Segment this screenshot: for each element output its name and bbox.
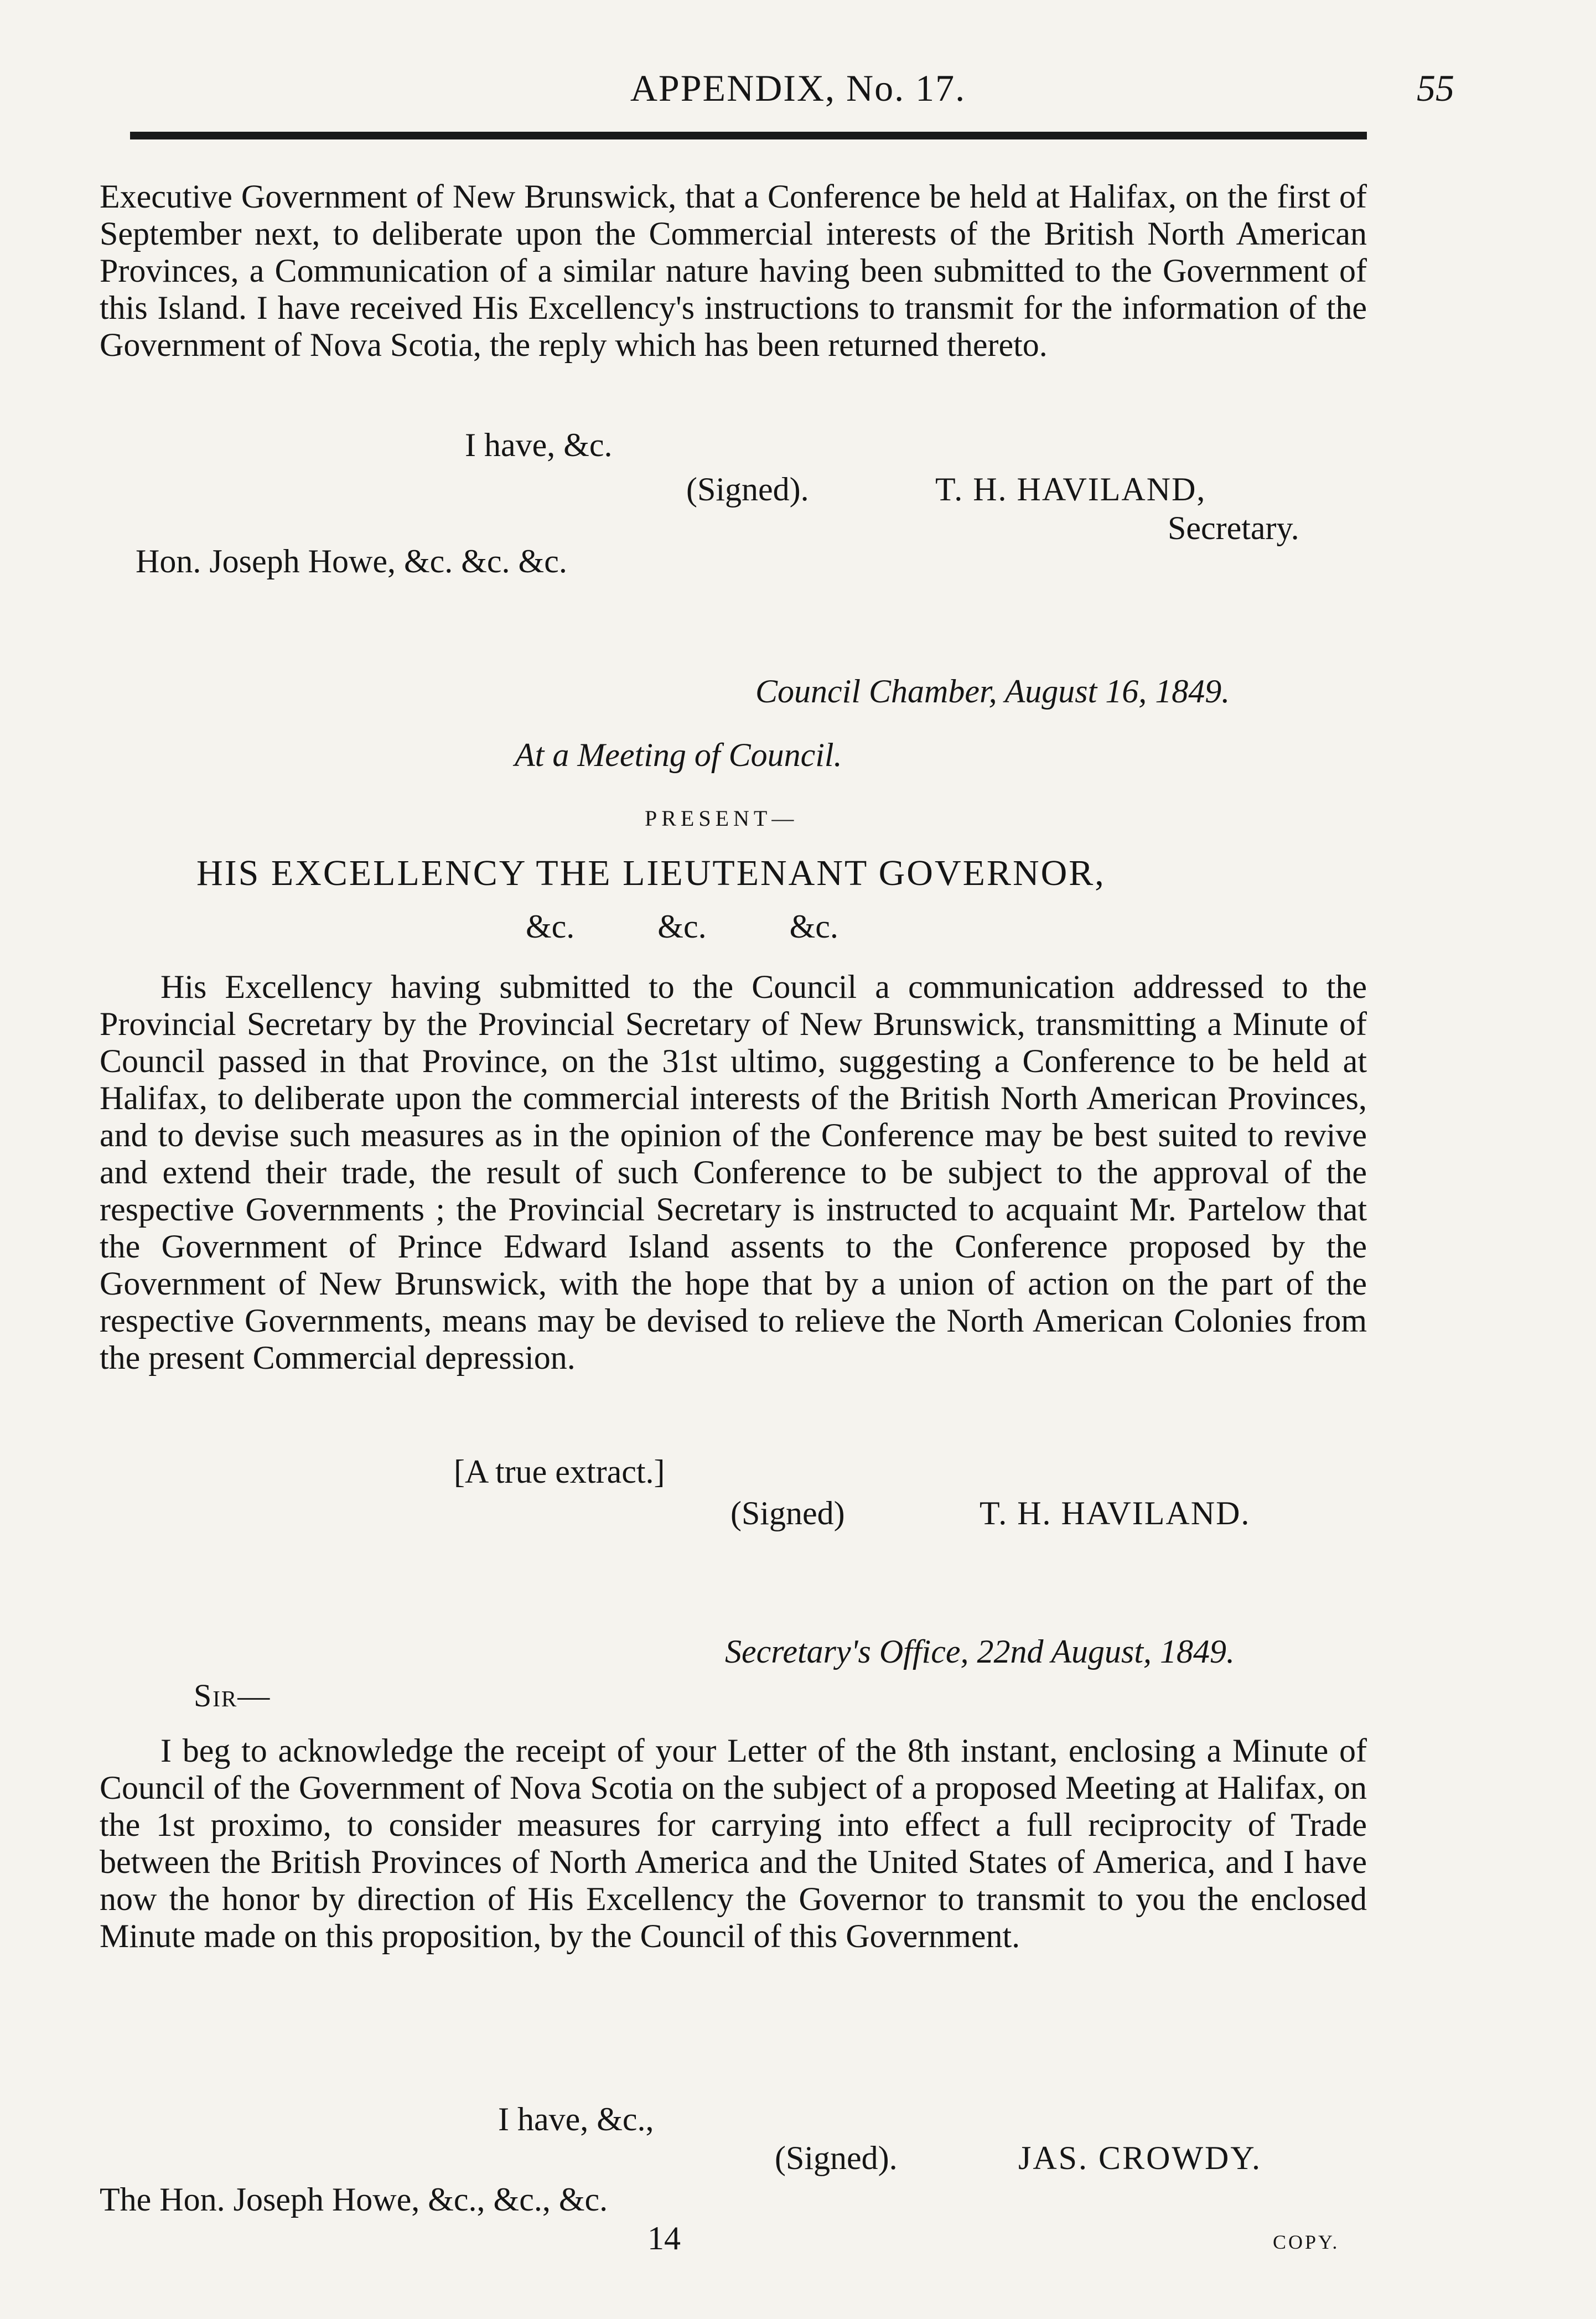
letter2-addressee: The Hon. Joseph Howe, &c., &c., &c.	[100, 2181, 608, 2218]
council-dateline: Council Chamber, August 16, 1849.	[755, 673, 1230, 710]
letter1-signatory: T. H. HAVILAND,	[935, 471, 1206, 508]
letter2-dateline: Secretary's Office, 22nd August, 1849.	[725, 1633, 1235, 1670]
council-present-label: PRESENT—	[645, 806, 799, 831]
letter1-body	[100, 178, 1367, 364]
letter2-body	[100, 1732, 1367, 1955]
letter1-addressee: Hon. Joseph Howe, &c. &c. &c.	[136, 543, 567, 579]
council-signatory: T. H. HAVILAND.	[980, 1495, 1251, 1531]
letter2-salutation: Sir—	[194, 1678, 271, 1714]
catchword: COPY.	[1273, 2231, 1340, 2253]
letter2-signatory: JAS. CROWDY.	[1018, 2140, 1262, 2176]
signature-mark: 14	[647, 2220, 681, 2256]
letter1-signed: (Signed).	[686, 471, 809, 508]
council-signed: (Signed)	[730, 1495, 845, 1531]
letter1-signatory-title: Secretary.	[1168, 510, 1299, 546]
council-etc: &c. &c. &c.	[526, 908, 838, 945]
letter1-body-text: Executive Government of New Brunswick, that a Conference be held at Halifax, on the first of September next, to deliberate upon the Commercial interests of the British North American Provinces, a Communication of a similar nature having been submitted to the Government of this Island. I have received His Excellency's instructions to transmit for the information of the Government of Nova Scotia, the reply which has been returned thereto.	[100, 178, 1367, 363]
letter2-closing: I have, &c.,	[498, 2101, 654, 2137]
running-header: APPENDIX, No. 17.	[630, 67, 966, 109]
council-extract-note: [A true extract.]	[454, 1453, 665, 1490]
council-minute-text: His Excellency having submitted to the Council a communication addressed to the Provincial Secretary by the Provincial Secretary of New Brunswick, transmitting a Minute of Council passed in that Province, on the 31st ultimo, suggesting a Conference to be held at Halifax, to deliberate upon the commercial interests of the British North American Provinces, and to devise such measures as in the opinion of the Conference may be best suited to revive and extend their trade, the result of such Conference to be subject to the approval of the respective Governments ; the Provincial Secretary is instructed to acquaint Mr. Partelow that the Government of Prince Edward Island assents to the Conference proposed by the Government of New Brunswick, with the hope that by a union of action on the part of the respective Governments, means may be devised to relieve the North American Colonies from the present Commercial depression.	[100, 969, 1367, 1376]
letter2-body-text: I beg to acknowledge the receipt of your Letter of the 8th instant, enclosing a Minute of Council of the Government of Nova Scotia on the subject of a proposed Meeting at Halifax, on the 1st proximo, to consider measures for carrying into effect a full reciprocity of Trade between the British Provinces of North America and the United States of America, and I have now the honor by direction of His Excellency the Governor to transmit to you the enclosed Minute made on this proposition, by the Council of this Government.	[100, 1732, 1367, 1954]
council-governor-heading: HIS EXCELLENCY THE LIEUTENANT GOVERNOR,	[196, 853, 1106, 893]
letter1-closing: I have, &c.	[465, 427, 613, 463]
council-minute-body	[100, 969, 1367, 1376]
council-meeting-heading: At a Meeting of Council.	[515, 737, 842, 773]
letter2-signed: (Signed).	[775, 2140, 898, 2176]
header-rule	[130, 132, 1367, 139]
page-number: 55	[1417, 67, 1454, 109]
